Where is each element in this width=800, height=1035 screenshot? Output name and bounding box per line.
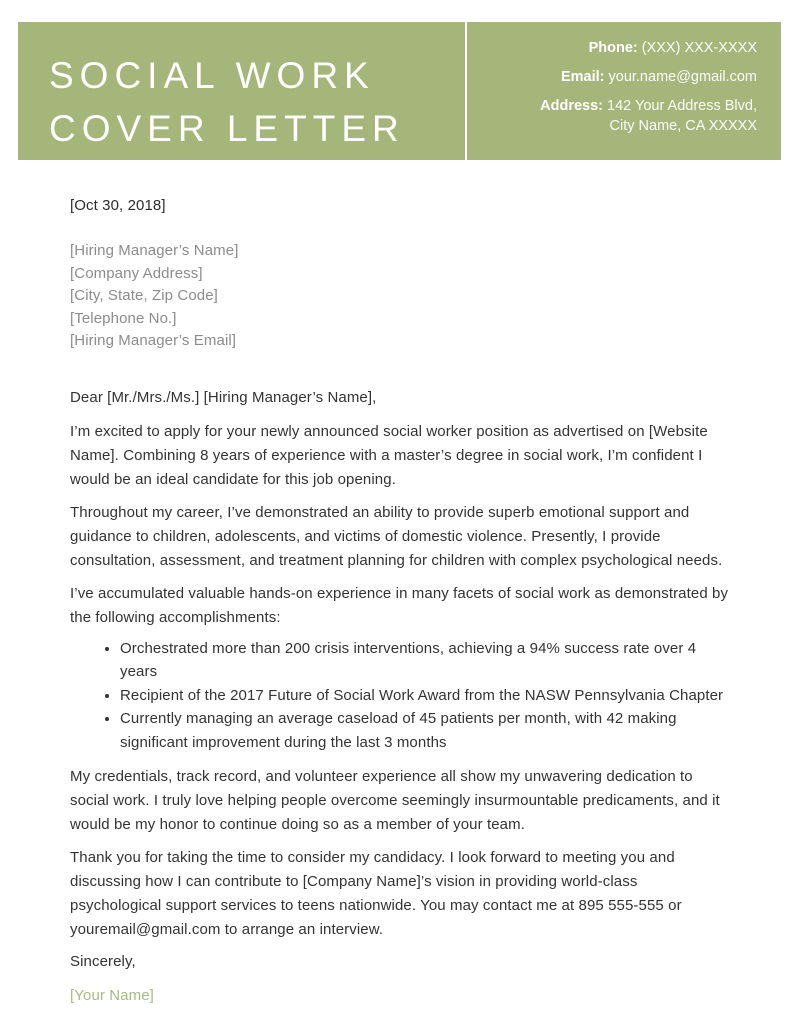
recipient-city-state-zip: [City, State, Zip Code] <box>70 287 218 304</box>
phone-label: Phone: <box>588 40 638 56</box>
accomplishments-list <box>70 637 731 755</box>
email-value: your.name@gmail.com <box>608 69 757 85</box>
page-title <box>49 49 465 155</box>
accomplishment-item-award: • Recipient of the 2017 Future of Social Work Award from the NASW Pennsylvania Chapter <box>120 684 731 708</box>
page-title-line1: SOCIAL WORK <box>49 55 375 96</box>
contact-address-line1 <box>467 96 757 116</box>
greeting-line: Dear [Mr./Mrs./Ms.] [Hiring Manager’s Name], <box>70 388 377 406</box>
phone-value: (XXX) XXX-XXXX <box>641 40 757 56</box>
paragraph-accomplishments-intro: I’ve accumulated valuable hands-on experience in many facets of social work as demonstrated by the following accomplishments: <box>70 584 729 626</box>
recipient-company-address: [Company Address] <box>70 264 203 282</box>
page-title-line2: COVER LETTER <box>49 108 405 149</box>
recipient-block <box>70 240 731 353</box>
signature-placeholder: [Your Name] <box>70 987 154 1004</box>
recipient-email: [Hiring Manager’s Email] <box>70 332 237 349</box>
header-banner <box>18 22 781 160</box>
date-line: [Oct 30, 2018] <box>70 197 166 214</box>
recipient-telephone: [Telephone No.] <box>70 309 177 327</box>
contact-email <box>467 67 757 87</box>
paragraph-intro: I’m excited to apply for your newly announced social worker position as advertised on [Website Name]. Combining 8 years of experience with a master’s degree in social work, I’m confident I would be an ideal candidate for this job opening. <box>70 422 708 488</box>
contact-address-line2: City Name, CA XXXXX <box>609 118 757 134</box>
contact-address <box>467 96 757 136</box>
recipient-name: [Hiring Manager’s Name] <box>70 242 239 259</box>
address-label: Address: <box>540 98 604 114</box>
paragraph-credentials: My credentials, track record, and volunteer experience all show my unwavering dedication to social work. I truly love helping people overcome seemingly insurmountable predicaments, and it would be my honor to continue doing so as a member of your team. <box>70 768 720 833</box>
paragraph-career: Throughout my career, I’ve demonstrated an ability to provide superb emotional support and guidance to children, adolescents, and victims of domestic violence. Presently, I provide consultation, assessment, and treatment planning for children with complex psychological needs. <box>70 503 723 569</box>
closing-line: Sincerely, <box>70 953 136 970</box>
contact-phone <box>467 38 757 58</box>
paragraph-thanks: Thank you for taking the time to consider my candidacy. I look forward to meeting you and discussing how I can contribute to [Company Name]’s vision in providing world-class psychological support services to teens nationwide. You may contact me at 895 555-555 or youremail@gmail.com to arrange an interview. <box>70 849 682 938</box>
accomplishment-item-caseload: • Currently managing an average caseload of 45 patients per month, with 42 making significant improvement during the last 3 months <box>120 707 731 754</box>
header-title-block <box>18 22 465 160</box>
header-contact-block <box>467 22 781 160</box>
address-value-line1: 142 Your Address Blvd, <box>607 98 757 114</box>
email-label: Email: <box>560 69 605 85</box>
accomplishment-item-crisis-interventions: • Orchestrated more than 200 crisis interventions, achieving a 94% success rate over 4 years <box>120 637 731 684</box>
letter-body <box>70 160 731 1008</box>
